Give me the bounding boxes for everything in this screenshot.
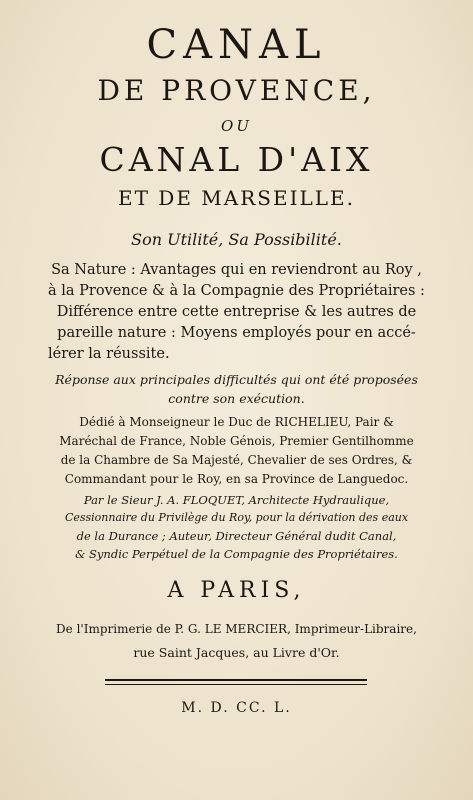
title-de-provence: DE PROVENCE, xyxy=(97,74,376,107)
dedication-line: Dédié à Monseigneur le Duc de RICHELIEU, Pair & xyxy=(79,415,394,429)
author-line: Par le Sieur J. A. FLOQUET, Architecte Hydraulique, xyxy=(83,493,390,507)
nature-line: Différence entre cette entreprise & les autres de xyxy=(56,304,417,320)
title-ou: OU xyxy=(221,117,252,135)
nature-line: à la Provence & à la Compagnie des Propriétaires : xyxy=(48,283,425,299)
author-line: Cessionnaire du Privilège du Roy, pour la dérivation des eaux xyxy=(64,511,409,524)
dedication-line: de la Chambre de Sa Majesté, Chevalier de ses Ordres, & xyxy=(60,453,413,467)
imprint-printer: De l'Imprimerie de P. G. LE MERCIER, Imprimeur-Libraire, xyxy=(56,622,417,636)
nature-line: Sa Nature : Avantages qui en reviendront au Roy , xyxy=(51,262,422,278)
title-canal-daix: CANAL D'AIX xyxy=(99,140,374,179)
author-line: de la Durance ; Auteur, Directeur Général dudit Canal, xyxy=(76,529,397,543)
response-line: contre son exécution. xyxy=(168,391,305,406)
imprint-date: M. D. CC. L. xyxy=(181,700,292,716)
title-canal: CANAL xyxy=(146,22,327,68)
nature-line: pareille nature : Moyens employés pour en accé- xyxy=(57,325,416,341)
imprint-address: rue Saint Jacques, au Livre d'Or. xyxy=(133,645,340,660)
dedication-line: Maréchal de France, Noble Génois, Premier Gentilhomme xyxy=(59,434,414,448)
nature-line: lérer la réussite. xyxy=(48,346,170,362)
response-line: Réponse aux principales difficultés qui ont été proposées xyxy=(55,372,418,387)
double-rule-top xyxy=(105,679,367,681)
title-marseille: ET DE MARSEILLE. xyxy=(118,186,355,210)
imprint-city: A PARIS, xyxy=(167,578,306,603)
author-line: & Syndic Perpétuel de la Compagnie des Propriétaires. xyxy=(75,547,398,561)
subtitle: Son Utilité, Sa Possibilité. xyxy=(131,230,342,249)
dedication-line: Commandant pour le Roy, en sa Province de Languedoc. xyxy=(64,472,409,486)
double-rule-bottom xyxy=(105,684,367,685)
